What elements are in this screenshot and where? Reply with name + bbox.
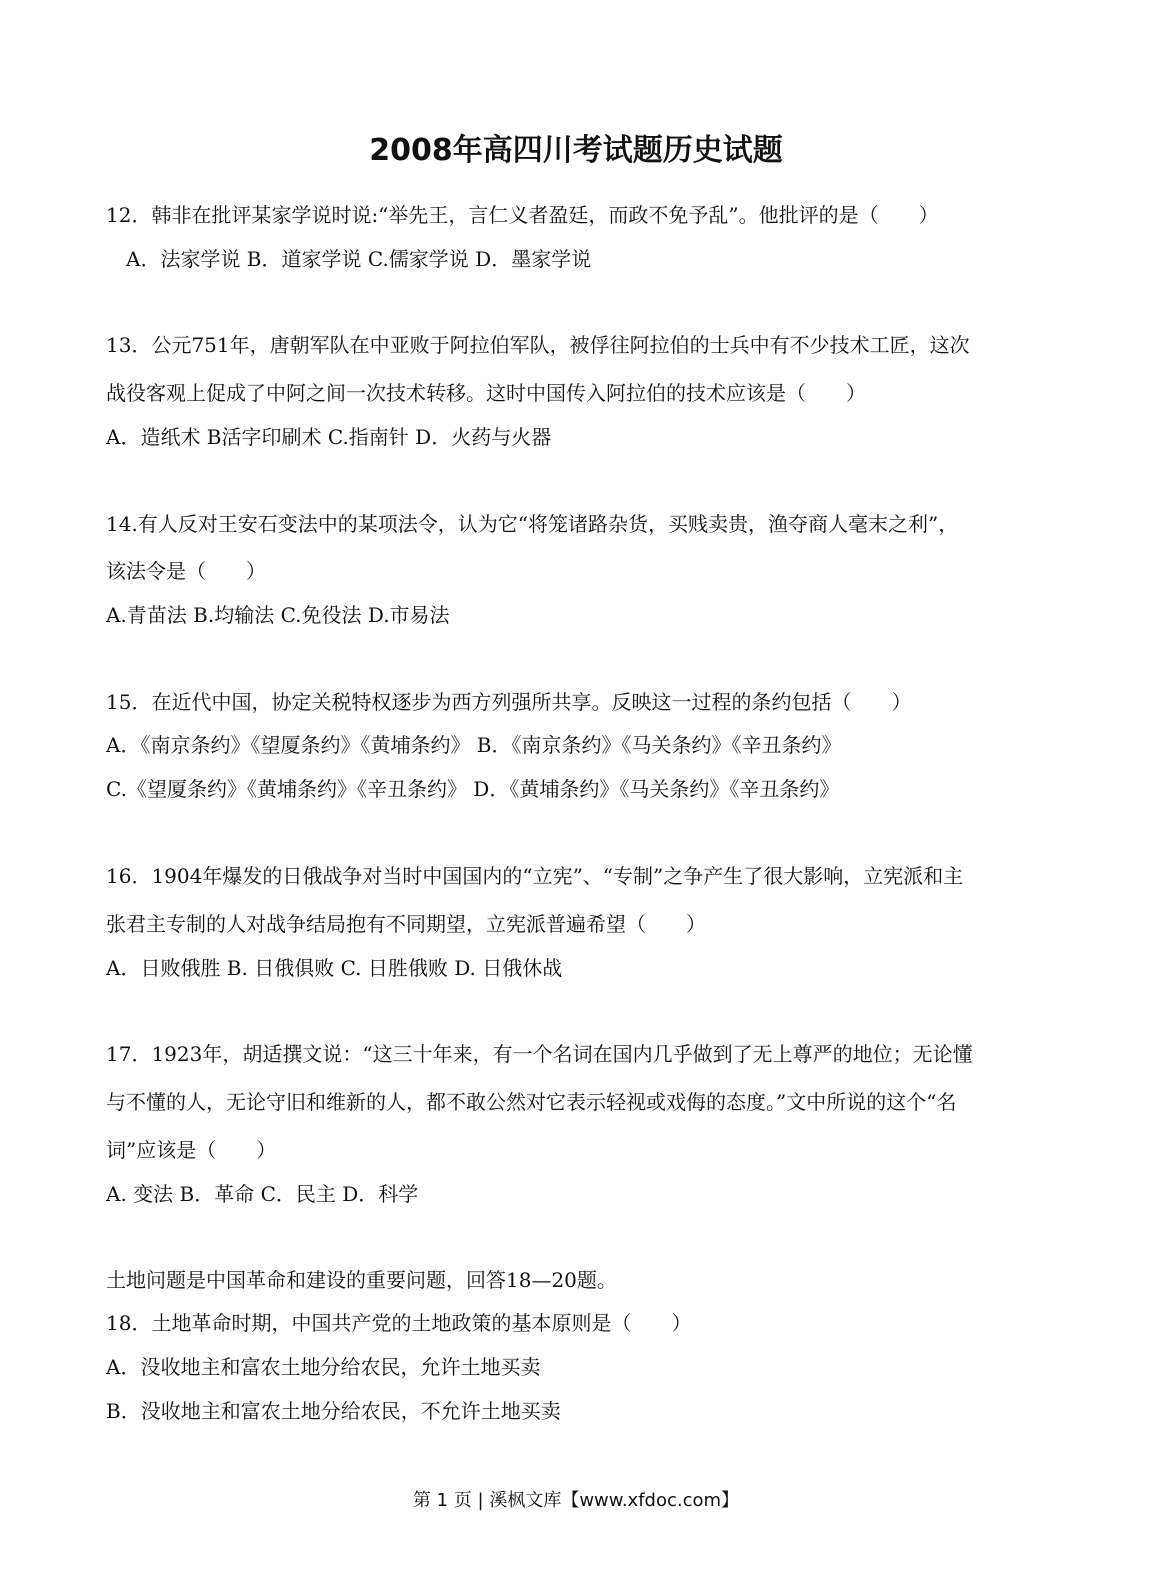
question-16-stem-line-1: 16．1904年爆发的日俄战争对当时中国国内的“立宪”、“专制”之争产生了很大影响，立宪派和主 (106, 864, 964, 888)
question-14-options: A.青苗法 B.均输法 C.免役法 D.市易法 (106, 603, 450, 627)
question-16-options: A．日败俄胜 B. 日俄俱败 C. 日胜俄败 D. 日俄休战 (106, 956, 563, 980)
question-15-options-line-2: C.《望厦条约》《黄埔条约》《辛丑条约》 D．《黄埔条约》《马关条约》《辛丑条约》 (106, 777, 840, 801)
page-title: 2008年高四川考试题历史试题 (369, 133, 783, 168)
question-14-stem-line-1: 14.有人反对王安石变法中的某项法令，认为它“将笼诸路杂货，买贱卖贵，渔夺商人毫末之利”， (106, 512, 959, 536)
question-15-stem: 15．在近代中国，协定关税特权逐步为西方列强所共享。反映这一过程的条约包括（ ） (106, 690, 912, 714)
question-18-option-b: B．没收地主和富农土地分给农民，不允许土地买卖 (106, 1399, 561, 1423)
question-13-options: A．造纸术 B活字印刷术 C.指南针 D．火药与火器 (106, 425, 552, 449)
section-intro: 土地问题是中国革命和建设的重要问题，回答18—20题。 (106, 1268, 617, 1292)
question-15-options-line-1: A．《南京条约》《望厦条约》《黄埔条约》 B．《南京条约》《马关条约》《辛丑条约》 (106, 733, 842, 757)
question-17-options: A. 变法 B．革命 C．民主 D．科学 (106, 1182, 419, 1206)
question-12-options: A．法家学说 B．道家学说 C.儒家学说 D．墨家学说 (126, 247, 592, 271)
question-16-stem-line-2: 张君主专制的人对战争结局抱有不同期望，立宪派普遍希望（ ） (106, 912, 706, 936)
question-12-stem: 12．韩非在批评某家学说时说:“举先王，言仁义者盈廷，而政不免予乱”。他批评的是（ ） (106, 203, 939, 227)
page-footer: 第 1 页 | 溪枫文库【www.xfdoc.com】 (412, 1490, 740, 1511)
question-13-stem-line-1: 13．公元751年，唐朝军队在中亚败于阿拉伯军队，被俘往阿拉伯的士兵中有不少技术工匠，这次 (106, 333, 970, 357)
question-18-stem: 18．土地革命时期，中国共产党的土地政策的基本原则是（ ） (106, 1311, 692, 1335)
question-17-stem-line-1: 17．1923年，胡适撰文说：“这三十年来，有一个名词在国内几乎做到了无上尊严的地位；无论懂 (106, 1042, 973, 1066)
question-17-stem-line-2: 与不懂的人，无论守旧和维新的人，都不敢公然对它表示轻视或戏侮的态度。”文中所说的这个“名 (106, 1090, 957, 1114)
question-18-option-a: A．没收地主和富农土地分给农民，允许土地买卖 (106, 1355, 541, 1379)
question-14-stem-line-2: 该法令是（ ） (106, 559, 266, 583)
question-17-stem-line-3: 词”应该是（ ） (106, 1138, 277, 1162)
question-13-stem-line-2: 战役客观上促成了中阿之间一次技术转移。这时中国传入阿拉伯的技术应该是（ ） (106, 381, 866, 405)
